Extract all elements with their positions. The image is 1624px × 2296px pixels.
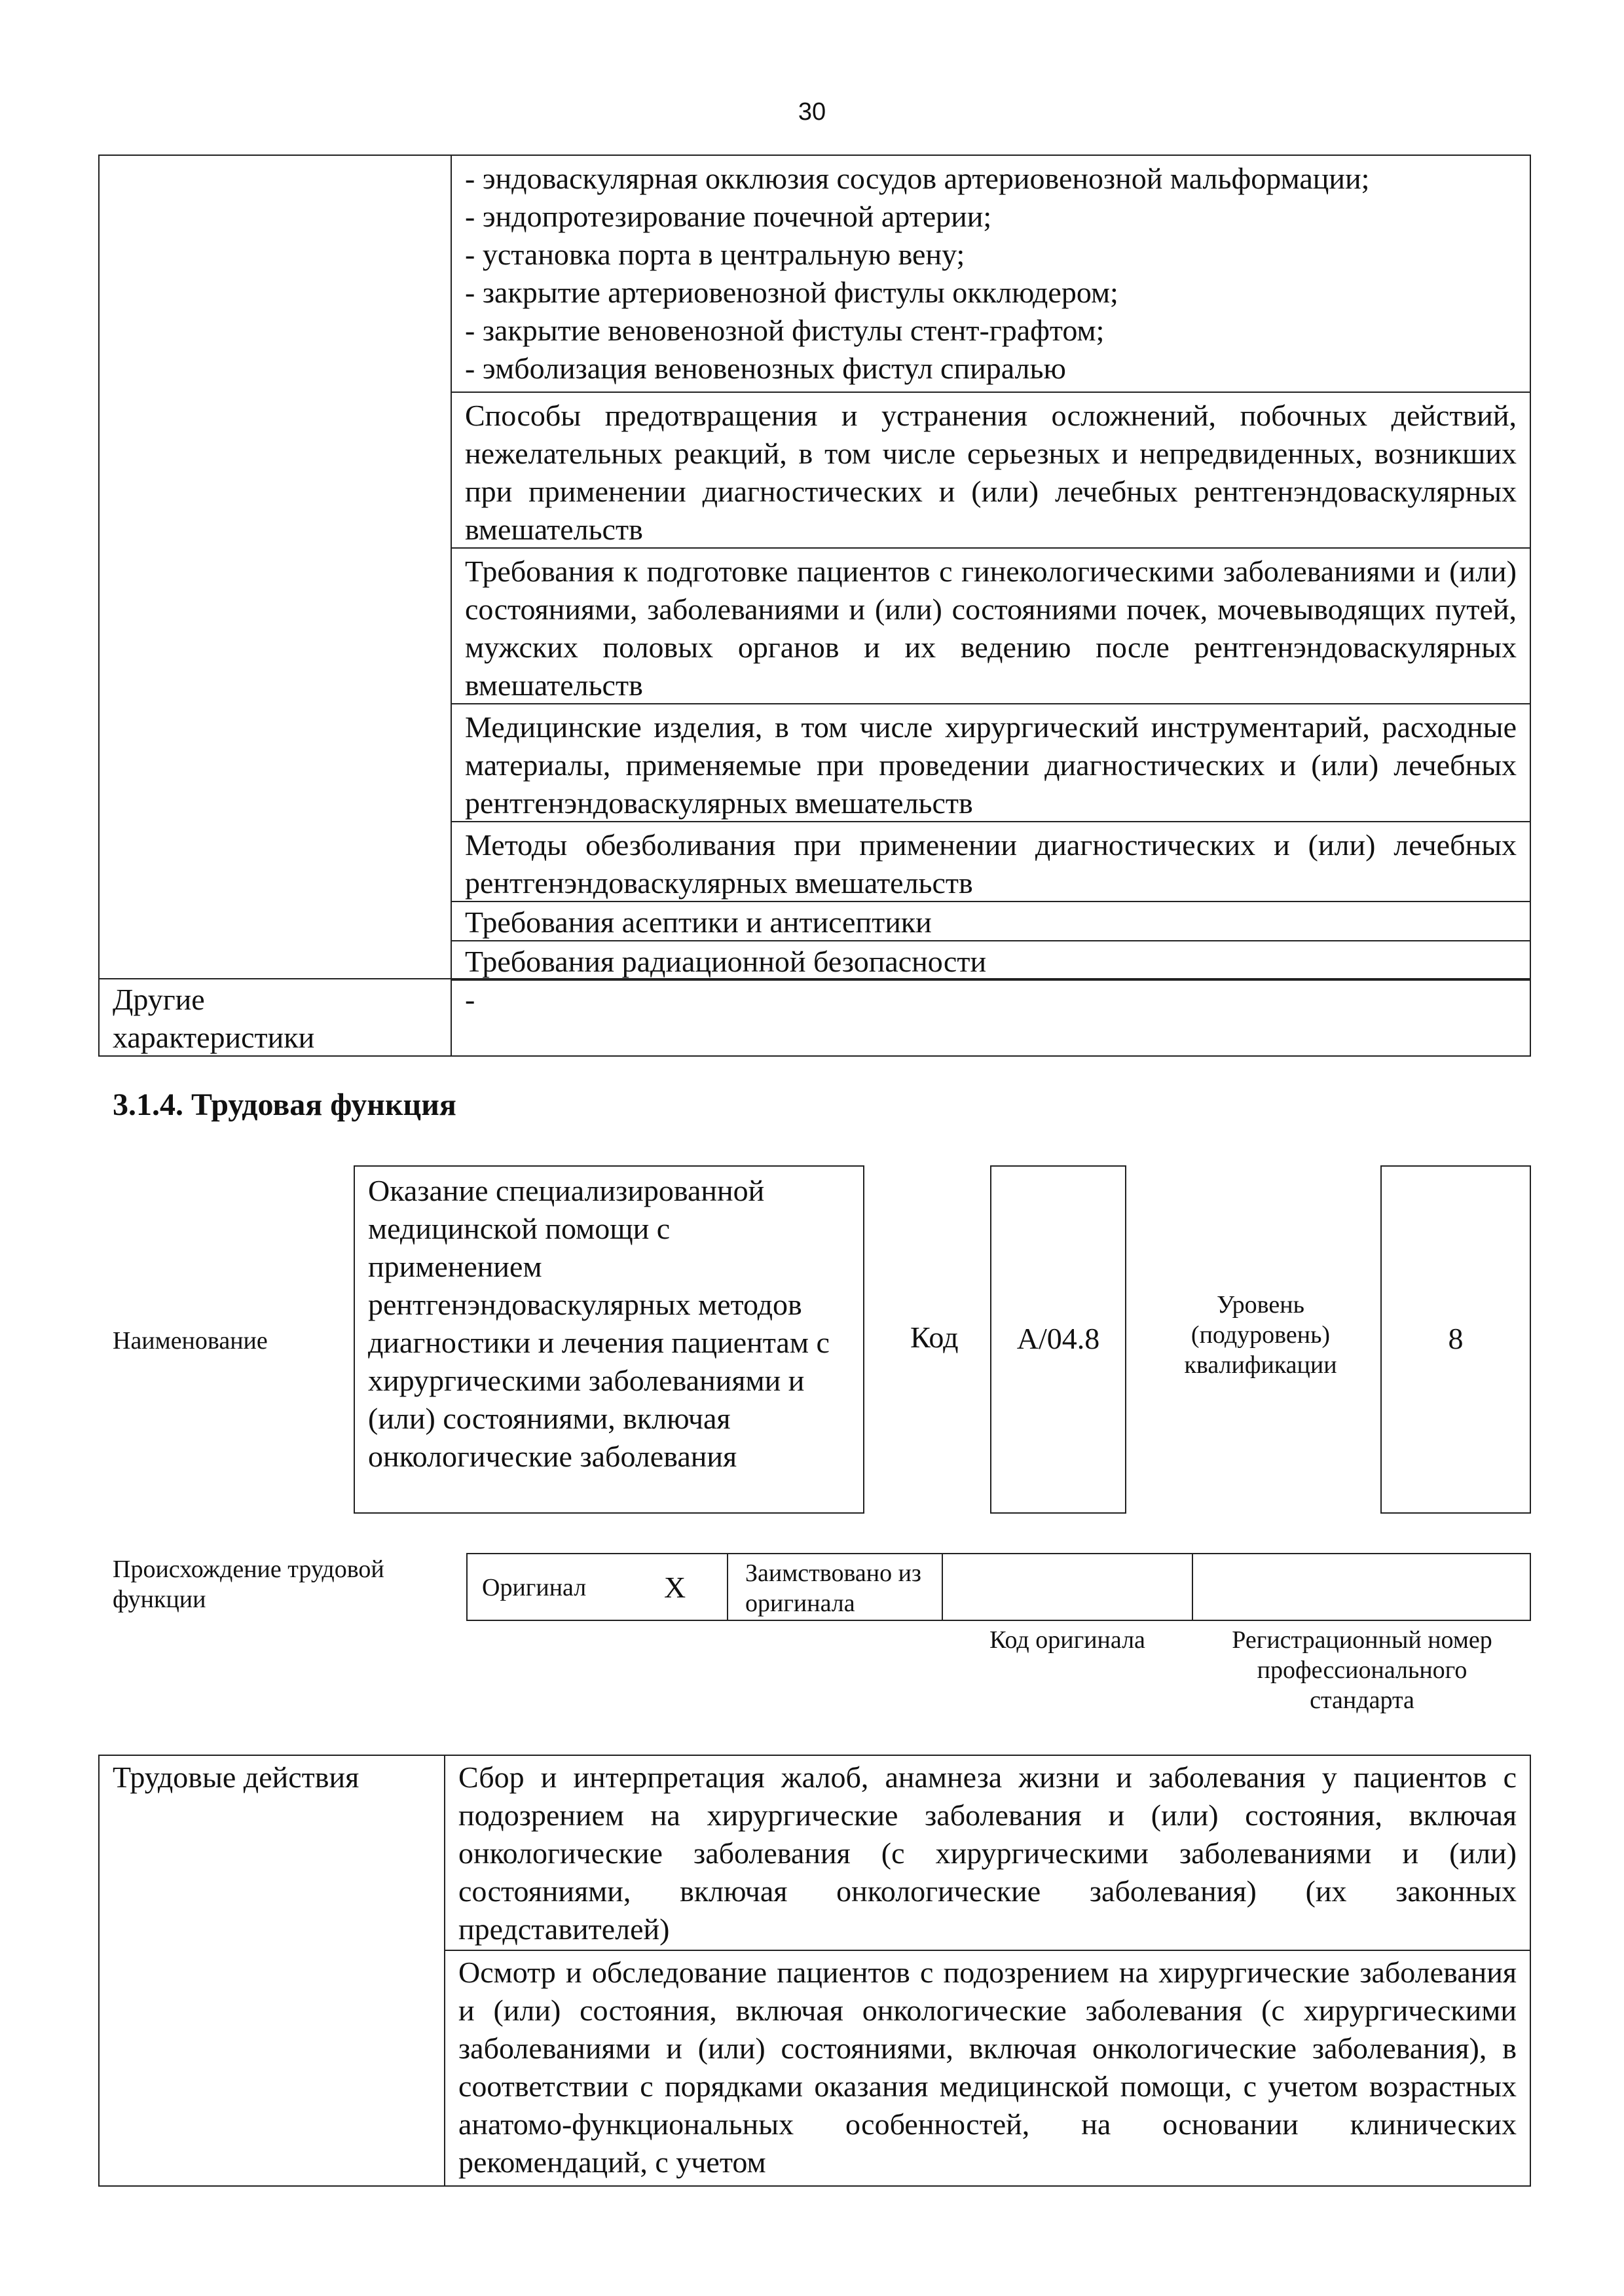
list-item: - эмболизация веновенозных фистул спиралью	[465, 352, 1066, 385]
code-value: A/04.8	[1016, 1322, 1100, 1355]
level-box	[1380, 1165, 1531, 1514]
list-item: - эндопротезирование почечной артерии;	[465, 200, 992, 233]
top-table-left-column	[98, 155, 452, 979]
code-label: Код	[910, 1321, 959, 1354]
origin-borrowed-cell	[727, 1553, 943, 1621]
procedure-list-cell	[451, 155, 1531, 393]
list-item: - эндоваскулярная окклюзия сосудов артериовенозной мальформации;	[465, 162, 1370, 195]
section-title: 3.1.4. Трудовая функция	[113, 1087, 456, 1122]
original-mark: X	[664, 1571, 686, 1604]
knowledge-row-anesthesia: Методы обезболивания при применении диагностических и (или) лечебных рентгенэндоваскулярных вмешательств	[451, 821, 1531, 902]
knowledge-row-radiation: Требования радиационной безопасности	[451, 940, 1531, 981]
list-item: - закрытие веновенозной фистулы стент-графтом;	[465, 314, 1105, 347]
other-characteristics-value: -	[451, 978, 1531, 1057]
original-label: Оригинал	[482, 1574, 587, 1601]
knowledge-row-complications: Способы предотвращения и устранения осложнений, побочных действий, нежелательных реакций, в том числе серьезных и непредвиденных, возникших при применении диагностических и (или) лечебных рентгенэндоваскулярных вмешательств	[451, 392, 1531, 549]
origin-code-cell	[942, 1553, 1193, 1621]
name-label: Наименование	[113, 1327, 268, 1355]
action-row: Осмотр и обследование пациентов с подозрением на хирургические заболевания и (или) состояния, включая онкологические заболевания (с хирургическими заболеваниями и (или) состояниями, включая онкологические заболевания), в соответствии с порядками оказания медицинской помощи, с учетом возрастных анатомо-функциональных особенностей, на основании клинических рекомендаций, с учетом	[444, 1950, 1531, 2187]
actions-label: Трудовые действия	[113, 1760, 360, 1794]
code-original-caption: Код оригинала	[989, 1626, 1145, 1654]
action-row: Сбор и интерпретация жалоб, анамнеза жизни и заболевания у пациентов с подозрением на хирургические заболевания и (или) состояния, включая онкологические заболевания (с хирургическими заболеваниями и (или) состояниями, включая онкологические заболевания) (их законных представителей)	[444, 1755, 1531, 1951]
actions-label-cell	[98, 1755, 445, 2187]
origin-original-cell	[466, 1553, 728, 1621]
knowledge-row-devices: Медицинские изделия, в том числе хирургический инструментарий, расходные материалы, применяемые при проведении диагностических и (или) лечебных рентгенэндоваскулярных вмешательств	[451, 703, 1531, 822]
knowledge-row-preparation: Требования к подготовке пациентов с гинекологическими заболеваниями и (или) состояниями, заболеваниями и (или) состояниями почек, мочевыводящих путей, мужских половых органов и их ведению после рентгенэндоваскулярных вмешательств	[451, 547, 1531, 704]
origin-label: Происхождение трудовой функции	[113, 1556, 384, 1613]
origin-reg-number-cell	[1192, 1553, 1531, 1621]
knowledge-row-asepsis: Требования асептики и антисептики	[451, 901, 1531, 941]
borrowed-label: Заимствовано из оригинала	[745, 1559, 921, 1617]
level-value: 8	[1448, 1322, 1464, 1355]
list-item: - установка порта в центральную вену;	[465, 238, 965, 271]
reg-number-caption: Регистрационный номер профессионального стандарта	[1232, 1626, 1492, 1714]
function-name-text: Оказание специализированной медицинской помощи с применением рентгенэндоваскулярных методов диагностики и лечения пациентам с хирургическими заболеваниями и (или) состояниями, включая онкологические заболевания	[368, 1174, 830, 1473]
page-number: 30	[798, 98, 826, 126]
qualification-level-label: Уровень (подуровень) квалификации	[1184, 1291, 1337, 1379]
code-box	[990, 1165, 1126, 1514]
other-characteristics-label: Другие характеристики	[98, 978, 452, 1057]
list-item: - закрытие артериовенозной фистулы окклюдером;	[465, 276, 1118, 309]
function-name-box	[354, 1165, 864, 1514]
